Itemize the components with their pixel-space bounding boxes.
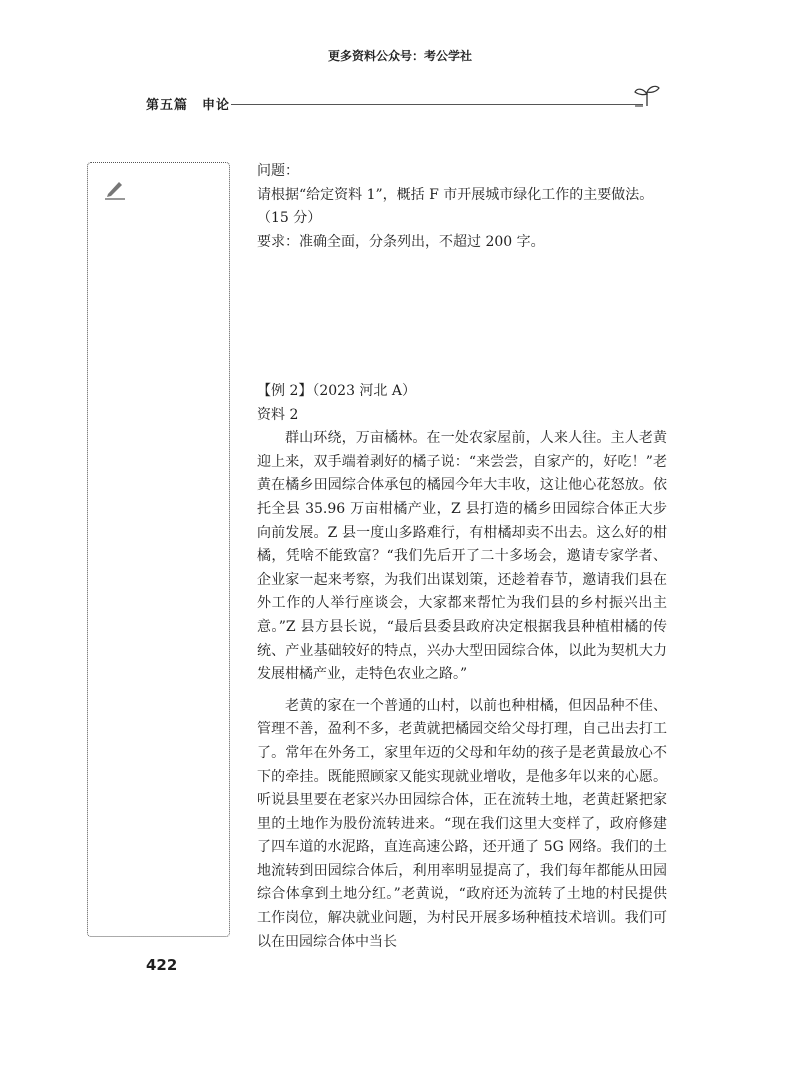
material-label: 资料 2 — [257, 406, 299, 423]
question-label: 问题： — [257, 163, 299, 179]
material-paragraph-1: 群山环绕，万亩橘林。在一处农家屋前，人来人往。主人老黄迎上来，双手端着剥好的橘子说：“来尝尝，自家产的，好吃！”老黄在橘乡田园综合体承包的橘园今年大丰收，这让他心花怒放。依托全县 35.96 万亩柑橘产业，Z 县打造的橘乡田园综合体正大步向前发展。Z 县一度山多路难行，有柑橘却卖不出去。这么好的柑橘，凭啥不能致富？“我们先后开了二十多场会，邀请专家学者、企业家一起来考察，为我们出谋划策，还趁着春节，邀请我们县在外工作的人举行座谈会，大家都来帮忙为我们县的乡村振兴出主意。”Z 县方县长说，“最后县委县政府决定根据我县种植柑橘的传统、产业基础较好的特点，兴办大型田园综合体，以此为契机大力发展柑橘产业，走特色农业之路。” — [257, 430, 667, 683]
question-line: 请根据“给定资料 1”，概括 F 市开展城市绿化工作的主要做法。 — [257, 186, 654, 203]
section-title: 第五篇 申论 — [146, 98, 231, 113]
question-requirement: 要求：准确全面，分条列出，不超过 200 字。 — [257, 233, 545, 250]
question-score: （15 分） — [257, 210, 322, 227]
notes-margin-box — [87, 162, 230, 937]
example-block — [257, 380, 667, 954]
promo-banner: 更多资料公众号：考公学社 — [327, 49, 472, 63]
material-paragraph-2: 老黄的家在一个普通的山村，以前也种柑橘，但因品种不佳、管理不善，盈利不多，老黄就把橘园交给父母打理，自己出去打工了。常年在外务工，家里年迈的父母和年幼的孩子是老黄最放心不下的牵挂。既能照顾家又能实现就业增收，是他多年以来的心愿。听说县里要在老家兴办田园综合体，正在流转土地，老黄赶紧把家里的土地作为股份流转进来。“现在我们这里大变样了，政府修建了四车道的水泥路，直连高速公路，还开通了 5G 网络。我们的土地流转到田园综合体后，利用率明显提高了，我们每年都能从田园综合体拿到土地分红。”老黄说，“政府还为流转了土地的村民提供工作岗位，解决就业问题，为村民开展多场种植技术培训。我们可以在田园综合体中当长 — [257, 697, 667, 950]
section-divider — [231, 104, 643, 105]
sprout-icon — [633, 84, 661, 108]
pencil-icon — [103, 177, 127, 201]
page-number: 422 — [146, 956, 178, 974]
question-block — [257, 160, 667, 254]
example-heading: 【例 2】（2023 河北 A） — [257, 383, 416, 399]
